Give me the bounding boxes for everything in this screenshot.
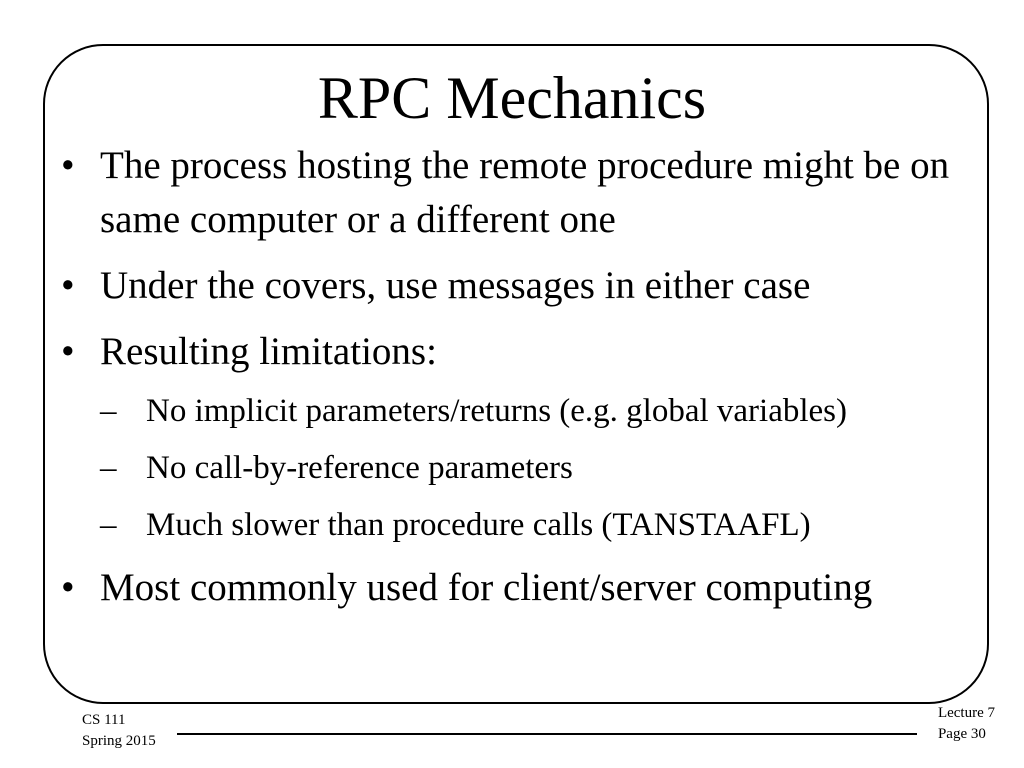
sub-bullet-item (100, 444, 958, 492)
bullet-marker: • (61, 264, 75, 307)
footer-page-info (938, 703, 995, 745)
sub-bullet-item (100, 501, 958, 549)
footer-course-info (82, 710, 156, 752)
bullet-item (58, 561, 958, 615)
footer-course: CS 111 (82, 712, 126, 728)
bullet-marker: • (61, 566, 75, 609)
sub-bullet-list (100, 387, 958, 549)
footer-divider (177, 733, 917, 735)
bullet-list (58, 139, 958, 627)
footer-term: Spring 2015 (82, 733, 156, 749)
sub-bullet-text: No implicit parameters/returns (e.g. global variables) (146, 393, 848, 429)
sub-bullet-item (100, 387, 958, 435)
bullet-text: Under the covers, use messages in either case (100, 264, 811, 307)
footer-lecture: Lecture 7 (937, 705, 995, 721)
bullet-marker: • (61, 144, 75, 187)
sub-bullet-text: No call-by-reference parameters (146, 450, 573, 486)
slide-title: RPC Mechanics (317, 65, 707, 131)
sub-bullet-marker: – (100, 393, 117, 429)
bullet-item (58, 259, 958, 313)
bullet-item (58, 139, 958, 247)
bullet-item (58, 325, 958, 549)
bullet-text: Resulting limitations: (100, 330, 437, 373)
sub-bullet-marker: – (100, 450, 117, 486)
sub-bullet-text: Much slower than procedure calls (TANSTAAFL) (146, 507, 811, 543)
bullet-marker: • (61, 330, 75, 373)
bullet-text: Most commonly used for client/server computing (100, 566, 873, 609)
bullet-text: The process hosting the remote procedure might be on same computer or a different one (100, 144, 950, 241)
sub-bullet-marker: – (100, 507, 117, 543)
footer-page: Page 30 (937, 726, 986, 742)
